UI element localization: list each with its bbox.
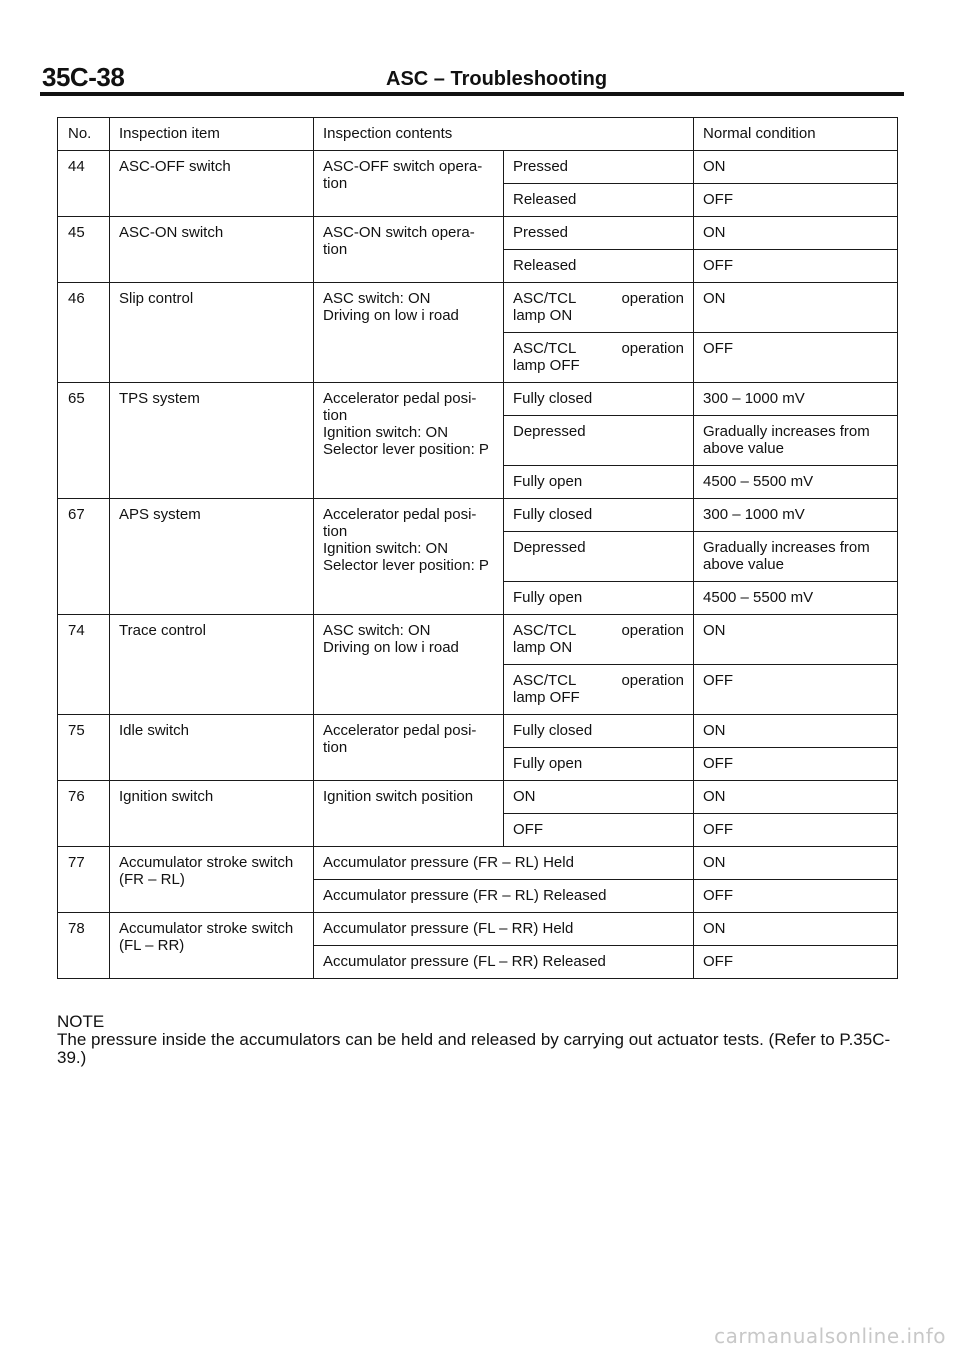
table-row	[58, 615, 898, 665]
normal-cell: OFF	[694, 748, 898, 781]
normal-cell: OFF	[694, 880, 898, 913]
normal-cell: OFF	[694, 333, 898, 383]
normal-cell: 300 – 1000 mV	[694, 499, 898, 532]
row-no: 65	[58, 383, 110, 499]
header-no: No.	[58, 118, 110, 151]
inspection-contents	[314, 499, 504, 615]
table-row	[58, 499, 898, 532]
table-row	[58, 283, 898, 333]
condition-text: lamp OFF	[513, 689, 580, 706]
table-row	[58, 847, 898, 880]
row-no: 67	[58, 499, 110, 615]
condition-text: ASC/TCL	[513, 290, 577, 307]
contents-line: ASC switch: ON	[323, 622, 431, 639]
condition-text: operation	[621, 290, 685, 307]
normal-cell: OFF	[694, 814, 898, 847]
note-label: NOTE	[57, 1012, 105, 1031]
normal-cell: ON	[694, 715, 898, 748]
inspection-contents: Accumulator pressure (FR – RL) Held	[314, 847, 694, 880]
row-no: 75	[58, 715, 110, 781]
contents-line: Accelerator pedal posi- tion	[323, 390, 477, 424]
inspection-contents	[314, 283, 504, 383]
normal-cell: ON	[694, 151, 898, 184]
row-no: 76	[58, 781, 110, 847]
contents-line: Ignition switch: ON	[323, 424, 449, 441]
note	[57, 1013, 902, 1067]
condition-cell: Released	[504, 184, 694, 217]
condition-cell: Fully closed	[504, 383, 694, 416]
normal-cell: OFF	[694, 665, 898, 715]
inspection-contents	[314, 383, 504, 499]
condition-cell	[504, 665, 694, 715]
condition-cell: Fully open	[504, 582, 694, 615]
normal-cell: ON	[694, 283, 898, 333]
table-header-row	[58, 118, 898, 151]
condition-text: ASC/TCL	[513, 340, 577, 357]
table-row	[58, 383, 898, 416]
page-title: ASC – Troubleshooting	[386, 68, 608, 90]
condition-text: lamp ON	[513, 639, 573, 656]
inspection-contents	[314, 615, 504, 715]
condition-cell: Fully open	[504, 748, 694, 781]
condition-text: operation	[621, 672, 685, 689]
watermark: carmanualsonline.info	[714, 1324, 946, 1348]
condition-cell: Depressed	[504, 416, 694, 466]
page-header	[40, 58, 904, 98]
page-number: 35C-38	[42, 62, 125, 92]
normal-cell: ON	[694, 913, 898, 946]
condition-cell: Depressed	[504, 532, 694, 582]
table-row	[58, 217, 898, 250]
row-no: 74	[58, 615, 110, 715]
inspection-item: Accumulator stroke switch (FR – RL)	[110, 847, 314, 913]
inspection-item: TPS system	[110, 383, 314, 499]
contents-line: Ignition switch: ON	[323, 540, 449, 557]
header-inspection-item: Inspection item	[110, 118, 314, 151]
normal-cell: 4500 – 5500 mV	[694, 466, 898, 499]
contents-line: ASC switch: ON	[323, 290, 431, 307]
row-no: 78	[58, 913, 110, 979]
normal-cell: 4500 – 5500 mV	[694, 582, 898, 615]
condition-cell: Fully open	[504, 466, 694, 499]
normal-cell: OFF	[694, 946, 898, 979]
row-no: 77	[58, 847, 110, 913]
condition-cell: Released	[504, 250, 694, 283]
condition-text: ASC/TCL	[513, 672, 577, 689]
inspection-item: ASC-ON switch	[110, 217, 314, 283]
condition-cell: Fully closed	[504, 715, 694, 748]
condition-text: ASC/TCL	[513, 622, 577, 639]
contents-line: Accelerator pedal posi- tion	[323, 506, 477, 540]
condition-cell	[504, 333, 694, 383]
condition-cell: OFF	[504, 814, 694, 847]
contents-line: Selector lever position: P	[323, 557, 489, 574]
row-no: 45	[58, 217, 110, 283]
condition-text: operation	[621, 340, 685, 357]
condition-cell: ON	[504, 781, 694, 814]
inspection-table	[57, 117, 898, 979]
normal-cell: ON	[694, 847, 898, 880]
condition-text: lamp ON	[513, 307, 573, 324]
header-normal-condition: Normal condition	[694, 118, 898, 151]
inspection-item: Slip control	[110, 283, 314, 383]
table-row	[58, 913, 898, 946]
inspection-contents: Ignition switch position	[314, 781, 504, 847]
inspection-item: APS system	[110, 499, 314, 615]
header-inspection-contents: Inspection contents	[314, 118, 694, 151]
normal-cell: OFF	[694, 184, 898, 217]
inspection-contents: Accumulator pressure (FL – RR) Held	[314, 913, 694, 946]
inspection-item: ASC-OFF switch	[110, 151, 314, 217]
table-row	[58, 715, 898, 748]
normal-cell: Gradually increases from above value	[694, 416, 898, 466]
normal-cell: ON	[694, 781, 898, 814]
condition-cell	[504, 283, 694, 333]
normal-cell: Gradually increases from above value	[694, 532, 898, 582]
inspection-item: Accumulator stroke switch (FL – RR)	[110, 913, 314, 979]
normal-cell: ON	[694, 217, 898, 250]
normal-cell: OFF	[694, 250, 898, 283]
row-no: 44	[58, 151, 110, 217]
header-rule	[40, 92, 904, 96]
inspection-contents: Accumulator pressure (FR – RL) Released	[314, 880, 694, 913]
inspection-item: Trace control	[110, 615, 314, 715]
inspection-contents: Accelerator pedal posi- tion	[314, 715, 504, 781]
condition-cell	[504, 615, 694, 665]
condition-text: lamp OFF	[513, 357, 580, 374]
table-row	[58, 151, 898, 184]
condition-text: operation	[621, 622, 685, 639]
contents-line: Selector lever position: P	[323, 441, 489, 458]
condition-cell: Fully closed	[504, 499, 694, 532]
condition-cell: Pressed	[504, 217, 694, 250]
row-no: 46	[58, 283, 110, 383]
normal-cell: 300 – 1000 mV	[694, 383, 898, 416]
inspection-contents: ASC-OFF switch opera- tion	[314, 151, 504, 217]
note-text: The pressure inside the accumulators can be held and released by carrying out actuator tests. (Refer to P.35C-39.)	[57, 1030, 891, 1067]
inspection-item: Idle switch	[110, 715, 314, 781]
table-row	[58, 781, 898, 814]
inspection-contents: ASC-ON switch opera- tion	[314, 217, 504, 283]
contents-line: Driving on low i road	[323, 639, 459, 656]
condition-cell: Pressed	[504, 151, 694, 184]
normal-cell: ON	[694, 615, 898, 665]
inspection-contents: Accumulator pressure (FL – RR) Released	[314, 946, 694, 979]
inspection-item: Ignition switch	[110, 781, 314, 847]
contents-line: Driving on low i road	[323, 307, 459, 324]
